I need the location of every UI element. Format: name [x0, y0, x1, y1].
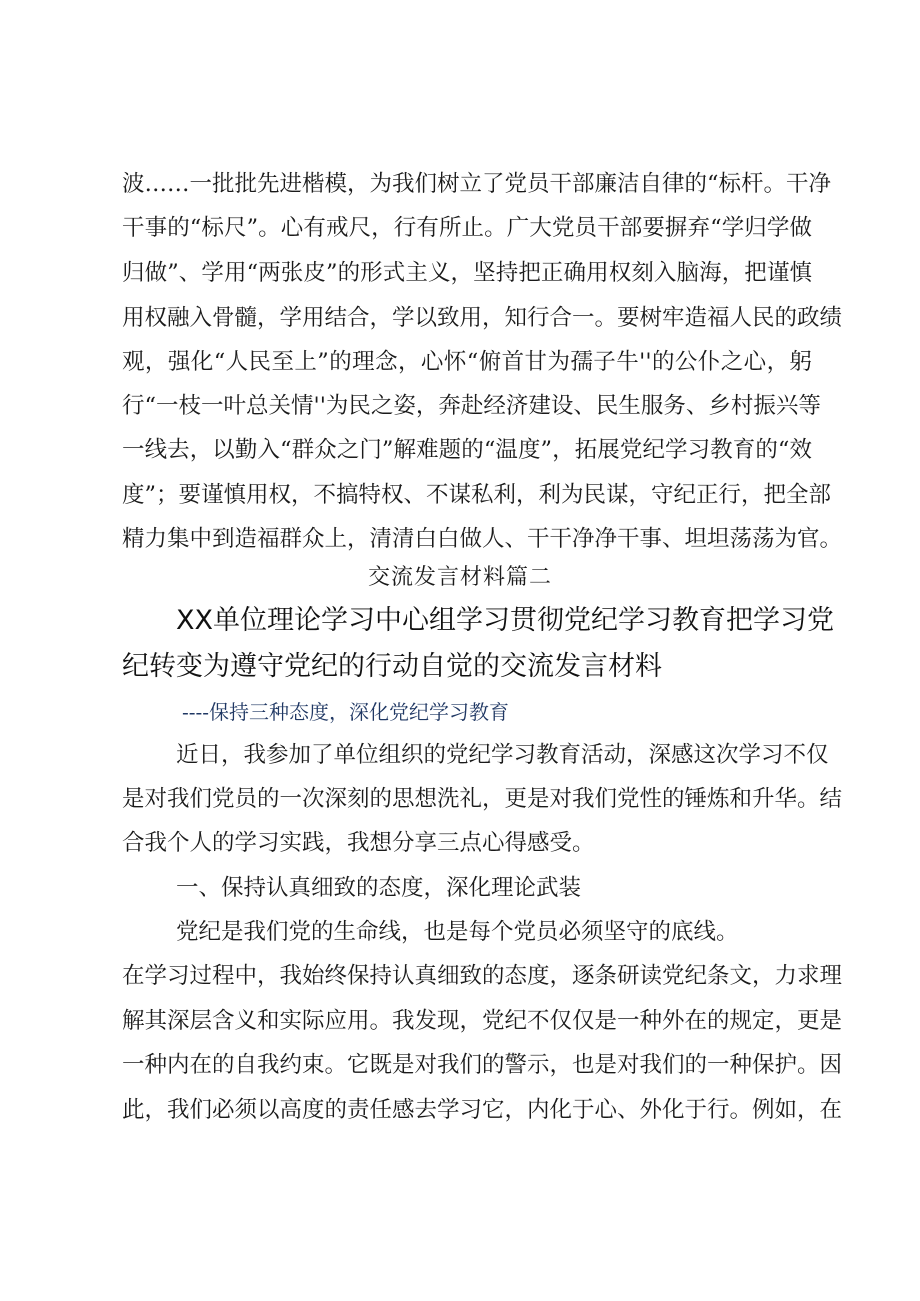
body-text-line: 精力集中到造福群众上，清清白白做人、干干净净干事、坦坦荡荡为官。 — [122, 526, 843, 552]
body-text-line: 用权融入骨髓，学用结合，学以致用，知行合一。要树牢造福人民的政绩 — [122, 305, 843, 331]
body-text-line: 干事的“标尺”。心有戒尺，行有所止。广大党员干部要摒弃“学归学做 — [122, 215, 812, 241]
body-text-line: 波……一批批先进楷模，为我们树立了党员干部廉洁自律的“标杆。干净 — [122, 171, 832, 197]
document-subtitle: ----保持三种态度，深化党纪学习教育 — [182, 700, 510, 724]
body-text-line: 度”；要谨慎用权，不搞特权、不谋私利，利为民谋，守纪正行，把全部 — [122, 482, 832, 508]
document-title-line: XX单位理论学习中心组学习贯彻党纪学习教育把学习党 — [176, 605, 834, 636]
point-heading: 一、保持认真细致的态度，深化理论武装 — [176, 875, 582, 901]
body-text-line: 此，我们必须以高度的责任感去学习它，内化于心、外化于行。例如，在 — [122, 1097, 843, 1123]
body-text-line: 是对我们党员的一次深刻的思想洗礼，更是对我们党性的锤炼和升华。结 — [122, 786, 843, 812]
document-title-line: 纪转变为遵守党纪的行动自觉的交流发言材料 — [122, 651, 662, 682]
body-text-line: 归做”、学用“两张皮”的形式主义，坚持把正确用权刻入脑海，把谨慎 — [122, 260, 812, 286]
body-text-line: 近日，我参加了单位组织的党纪学习教育活动，深感这次学习不仅 — [176, 742, 829, 768]
body-text-line: 在学习过程中，我始终保持认真细致的态度，逐条研读党纪条文，力求理 — [122, 963, 843, 989]
body-text-line: 行“一枝一叶总关情''为民之姿，奔赴经济建设、民生服务、乡村振兴等 — [122, 393, 821, 419]
body-text-line: 合我个人的学习实践，我想分享三点心得感受。 — [122, 830, 595, 856]
body-text-line: 一种内在的自我约束。它既是对我们的警示，也是对我们的一种保护。因 — [122, 1052, 843, 1078]
body-text-line: 观，强化“人民至上”的理念，心怀“俯首甘为孺子牛''的公仆之心，躬 — [122, 349, 812, 375]
body-text-line: 一线去，以勤入“群众之门”解难题的“温度”，拓展党纪学习教育的“效 — [122, 437, 812, 463]
section-heading: 交流发言材料篇二 — [367, 565, 552, 590]
body-text-line: 解其深层含义和实际应用。我发现，党纪不仅仅是一种外在的规定，更是 — [122, 1008, 843, 1034]
body-text-line: 党纪是我们党的生命线，也是每个党员必须坚守的底线。 — [176, 919, 739, 945]
